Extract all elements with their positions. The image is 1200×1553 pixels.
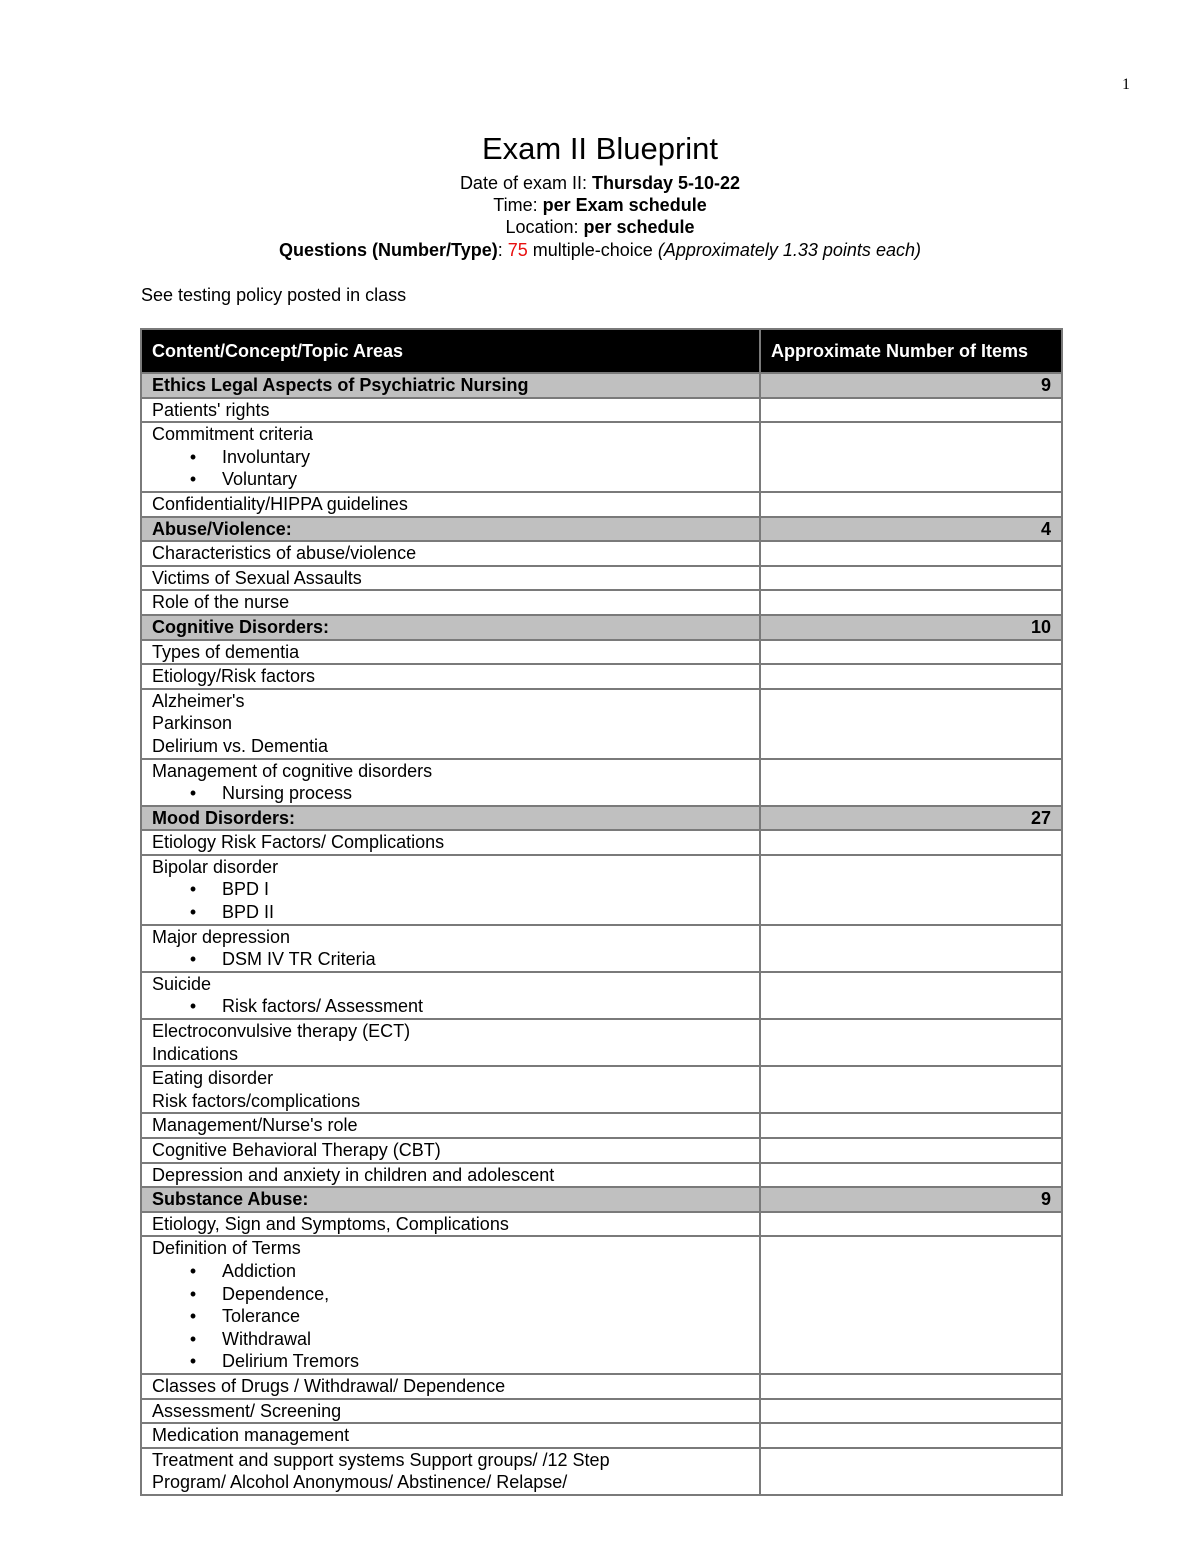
topic-line: Definition of Terms <box>152 1238 301 1259</box>
items-cell <box>760 590 1062 615</box>
bullet-item <box>152 901 759 924</box>
bullet-text: Involuntary <box>222 446 311 467</box>
topic-line: Bipolar disorder <box>152 856 279 877</box>
topic-cell <box>141 566 760 591</box>
table-row <box>141 566 1062 591</box>
table-row <box>141 398 1062 423</box>
section-item-count: 27 <box>760 806 1062 831</box>
table-row <box>141 541 1062 566</box>
items-cell <box>760 925 1062 972</box>
table-row <box>141 1066 1062 1113</box>
topic-line: Etiology, Sign and Symptoms, Complications <box>152 1213 509 1234</box>
table-row <box>141 1212 1062 1237</box>
topic-line: Depression and anxiety in children and adolescent <box>152 1164 555 1185</box>
exam-location-line <box>0 216 1200 238</box>
topic-line: Etiology/Risk factors <box>152 666 316 687</box>
items-cell <box>760 855 1062 925</box>
table-row <box>141 1423 1062 1448</box>
items-cell <box>760 759 1062 806</box>
bullet-icon: • <box>189 446 197 467</box>
topic-line: Alzheimer's <box>152 690 245 711</box>
table-row <box>141 422 1062 492</box>
exam-date-line <box>0 172 1200 194</box>
topic-line: Treatment and support systems Support groups/ /12 Step <box>152 1449 610 1470</box>
topic-cell <box>141 422 760 492</box>
table-row <box>141 1138 1062 1163</box>
items-cell <box>760 1374 1062 1399</box>
items-cell <box>760 1236 1062 1374</box>
questions-note: (Approximately 1.33 points each) <box>657 240 921 260</box>
table-row <box>141 1019 1062 1066</box>
table-row <box>141 925 1062 972</box>
topic-line: Delirium vs. Dementia <box>152 735 329 756</box>
questions-type: multiple-choice <box>527 240 658 260</box>
bullet-item <box>152 1350 759 1373</box>
topic-line: Medication management <box>152 1425 350 1446</box>
bullet-text: BPD I <box>222 879 270 900</box>
section-item-count: 9 <box>760 373 1062 398</box>
topic-line: Confidentiality/HIPPA guidelines <box>152 493 408 514</box>
table-body <box>141 373 1062 1495</box>
topic-cell <box>141 1163 760 1188</box>
items-cell <box>760 1113 1062 1138</box>
section-row <box>141 615 1062 640</box>
bullet-icon: • <box>189 1283 197 1304</box>
bullet-item <box>152 995 759 1018</box>
topic-line: Suicide <box>152 973 212 994</box>
bullet-item <box>152 1328 759 1351</box>
bullet-text: Dependence, <box>222 1283 330 1304</box>
section-title: Abuse/Violence: <box>141 517 760 542</box>
exam-questions-line <box>0 239 1200 261</box>
topic-cell <box>141 640 760 665</box>
bullet-item <box>152 1260 759 1283</box>
items-cell <box>760 541 1062 566</box>
section-title: Cognitive Disorders: <box>141 615 760 640</box>
topic-cell <box>141 759 760 806</box>
page-title: Exam II Blueprint <box>481 131 719 166</box>
section-row <box>141 1187 1062 1212</box>
topic-cell <box>141 689 760 759</box>
questions-colon: : <box>497 240 508 260</box>
topic-line: Program/ Alcohol Anonymous/ Abstinence/ Relapse/ <box>152 1472 568 1493</box>
topic-cell <box>141 1399 760 1424</box>
bullet-icon: • <box>189 902 197 923</box>
items-cell <box>760 398 1062 423</box>
exam-date-value: Thursday 5-10-22 <box>592 173 741 193</box>
table-row <box>141 1163 1062 1188</box>
blueprint-table <box>140 328 1063 1496</box>
header-topic-areas: Content/Concept/Topic Areas <box>141 329 760 373</box>
items-cell <box>760 566 1062 591</box>
bullet-text: Tolerance <box>222 1306 301 1327</box>
topic-line: Electroconvulsive therapy (ECT) <box>152 1021 411 1042</box>
topic-line: Management/Nurse's role <box>152 1115 358 1136</box>
section-row <box>141 806 1062 831</box>
items-cell <box>760 1019 1062 1066</box>
table-row <box>141 492 1062 517</box>
items-cell <box>760 492 1062 517</box>
bullet-icon: • <box>189 996 197 1017</box>
bullet-icon: • <box>189 1328 197 1349</box>
questions-label: Questions (Number/Type) <box>279 240 498 260</box>
topic-line: Role of the nurse <box>152 592 290 613</box>
bullet-item <box>152 446 759 469</box>
bullet-text: Voluntary <box>222 469 298 490</box>
topic-cell <box>141 1138 760 1163</box>
items-cell <box>760 1138 1062 1163</box>
topic-cell <box>141 541 760 566</box>
bullet-item <box>152 948 759 971</box>
topic-cell <box>141 590 760 615</box>
section-title: Ethics Legal Aspects of Psychiatric Nursing <box>141 373 760 398</box>
topic-line: Victims of Sexual Assaults <box>152 567 362 588</box>
section-item-count: 4 <box>760 517 1062 542</box>
bullet-icon: • <box>189 469 197 490</box>
items-cell <box>760 689 1062 759</box>
table-row <box>141 1236 1062 1374</box>
topic-cell <box>141 1113 760 1138</box>
topic-cell <box>141 398 760 423</box>
questions-count: 75 <box>507 240 528 260</box>
bullet-text: Addiction <box>222 1260 297 1281</box>
bullet-icon: • <box>189 949 197 970</box>
table-row <box>141 640 1062 665</box>
topic-cell <box>141 1423 760 1448</box>
table-row <box>141 830 1062 855</box>
section-item-count: 9 <box>760 1187 1062 1212</box>
items-cell <box>760 1163 1062 1188</box>
topic-cell <box>141 830 760 855</box>
items-cell <box>760 640 1062 665</box>
bullet-item <box>152 1283 759 1306</box>
bullet-item <box>152 468 759 491</box>
table-row <box>141 664 1062 689</box>
topic-line: Parkinson <box>152 713 233 734</box>
table-row <box>141 972 1062 1019</box>
topic-cell <box>141 664 760 689</box>
topic-line: Cognitive Behavioral Therapy (CBT) <box>152 1140 441 1160</box>
testing-policy-note: See testing policy posted in class <box>141 285 407 305</box>
table-row <box>141 1374 1062 1399</box>
section-row <box>141 373 1062 398</box>
topic-line: Assessment/ Screening <box>152 1400 342 1421</box>
topic-cell <box>141 1236 760 1374</box>
bullet-icon: • <box>189 783 197 804</box>
section-title: Mood Disorders: <box>141 806 760 831</box>
exam-location-label: Location: <box>505 217 584 237</box>
bullet-icon: • <box>189 1306 197 1327</box>
topic-line: Patients' rights <box>152 399 270 420</box>
exam-time-value: per Exam schedule <box>542 195 707 215</box>
table-row <box>141 1399 1062 1424</box>
bullet-text: Nursing process <box>222 783 353 804</box>
bullet-icon: • <box>189 1260 197 1281</box>
table-row <box>141 855 1062 925</box>
bullet-icon: • <box>189 1351 197 1372</box>
topic-line: Indications <box>152 1043 239 1064</box>
topic-cell <box>141 1019 760 1066</box>
items-cell <box>760 830 1062 855</box>
topic-line: Management of cognitive disorders <box>152 760 433 781</box>
topic-line: Eating disorder <box>152 1068 274 1089</box>
bullet-text: DSM IV TR Criteria <box>222 949 376 970</box>
bullet-item <box>152 878 759 901</box>
topic-cell <box>141 1374 760 1399</box>
topic-line: Types of dementia <box>152 641 300 662</box>
table-row <box>141 759 1062 806</box>
section-item-count: 10 <box>760 615 1062 640</box>
bullet-text: BPD II <box>222 902 275 923</box>
exam-time-label: Time: <box>493 195 543 215</box>
bullet-text: Risk factors/ Assessment <box>222 996 424 1017</box>
bullet-text: Delirium Tremors <box>222 1351 360 1372</box>
topic-line: Major depression <box>152 926 291 947</box>
items-cell <box>760 972 1062 1019</box>
table-header-row <box>141 329 1062 373</box>
exam-time-line <box>0 194 1200 216</box>
table-row <box>141 590 1062 615</box>
items-cell <box>760 664 1062 689</box>
topic-cell <box>141 1448 760 1495</box>
topic-cell <box>141 925 760 972</box>
table-row <box>141 1113 1062 1138</box>
items-cell <box>760 1066 1062 1113</box>
topic-cell <box>141 492 760 517</box>
topic-line: Commitment criteria <box>152 424 314 445</box>
topic-cell <box>141 1066 760 1113</box>
page-number: 1 <box>1122 76 1130 93</box>
topic-cell <box>141 972 760 1019</box>
items-cell <box>760 1423 1062 1448</box>
topic-line: Classes of Drugs / Withdrawal/ Dependence <box>152 1375 506 1396</box>
topic-line: Risk factors/complications <box>152 1090 361 1111</box>
topic-line: Characteristics of abuse/violence <box>152 543 417 564</box>
section-row <box>141 517 1062 542</box>
topic-line: Etiology Risk Factors/ Complications <box>152 832 445 853</box>
topic-cell <box>141 855 760 925</box>
bullet-item <box>152 782 759 805</box>
header-approx-items: Approximate Number of Items <box>760 329 1062 373</box>
items-cell <box>760 1212 1062 1237</box>
bullet-text: Withdrawal <box>222 1328 312 1349</box>
topic-cell <box>141 1212 760 1237</box>
items-cell <box>760 1399 1062 1424</box>
exam-date-label: Date of exam II: <box>459 173 592 193</box>
table-row <box>141 1448 1062 1495</box>
section-title: Substance Abuse: <box>141 1187 760 1212</box>
items-cell <box>760 1448 1062 1495</box>
bullet-item <box>152 1305 759 1328</box>
table-row <box>141 689 1062 759</box>
items-cell <box>760 422 1062 492</box>
bullet-icon: • <box>189 879 197 900</box>
exam-location-value: per schedule <box>583 217 695 237</box>
